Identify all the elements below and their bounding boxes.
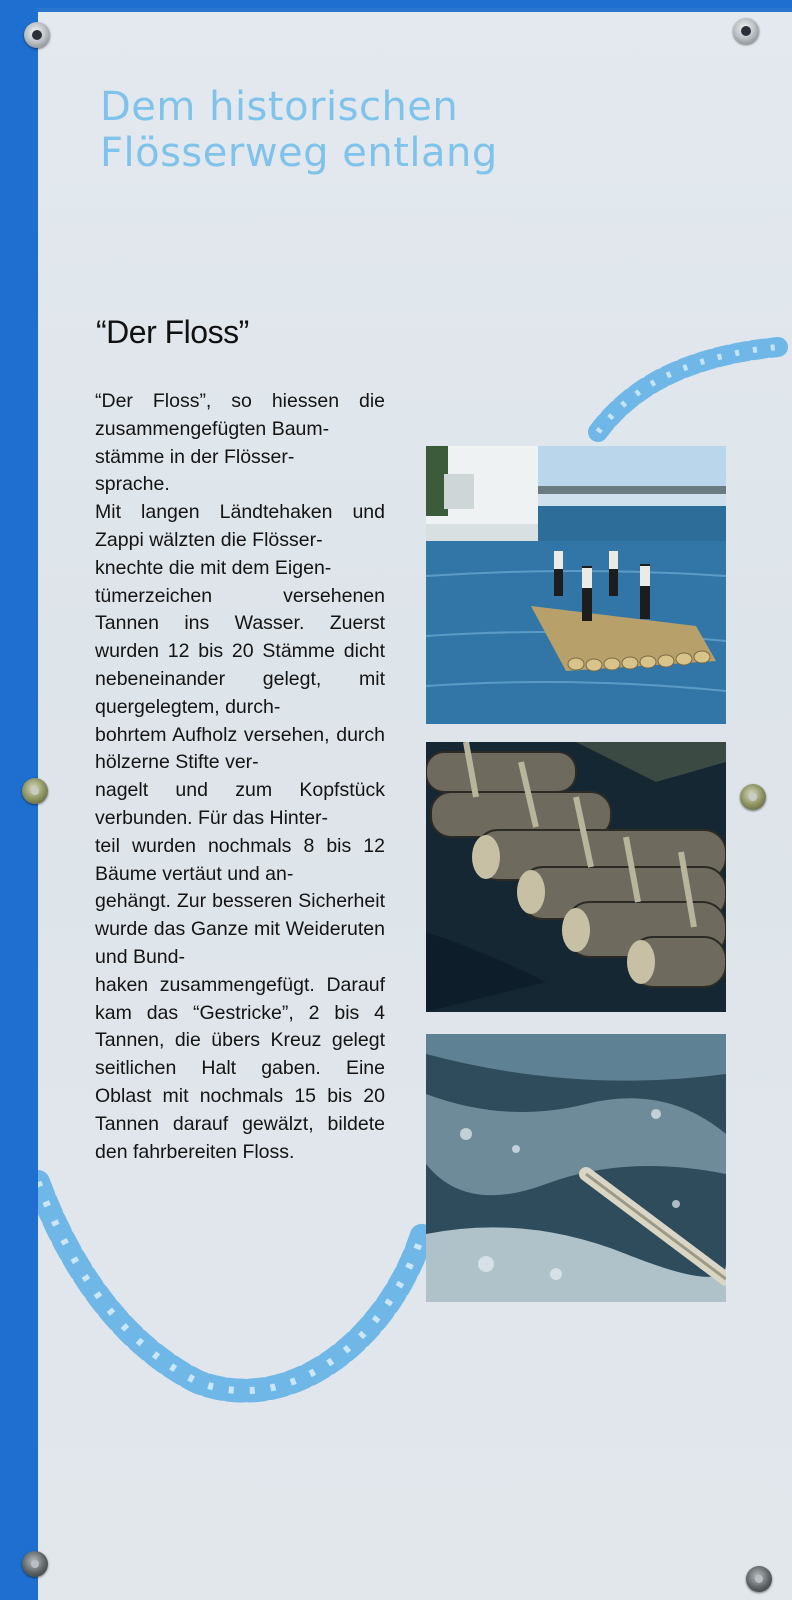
screw-icon (740, 784, 766, 810)
screw-icon (746, 1566, 772, 1592)
section-title: “Der Floss” (96, 314, 249, 350)
sign-panel (38, 8, 792, 1600)
photo-raft-on-river (426, 446, 726, 724)
photo-water-rapids (426, 1034, 726, 1302)
screw-icon (22, 1551, 48, 1577)
body-text: “Der Floss”, so hiessen die zusammengefügten Baum- stämme in der Flösser- sprache. Mit langen Ländtehaken und Zappi wälzten die Flösser- knechte die mit dem Eigen- tümerzeichen versehenen Tannen ins Wasser. Zuerst wurden 12 bis 20 Stämme dicht nebeneinander gelegt, mit quergelegtem, durch- bohrtem Aufholz versehen, durch hölzerne Stifte ver- nagelt und zum Kopfstück verbunden. Für das Hinter- teil wurden nochmals 8 bis 12 Bäume vertäut und an- gehängt. Zur besseren Sicherheit wurde das Ganze mit Weideruten und Bund- haken zusammengefügt. Darauf kam das “Gestricke”, 2 bis 4 Tannen, die übers Kreuz gelegt seitlichen Halt gaben. Eine Oblast mit nochmals 15 bis 20 Tannen darauf gewälzt, bildete den fahrbereiten Floss. (95, 390, 385, 1163)
photo-tied-logs (426, 742, 726, 1012)
screw-icon (24, 22, 50, 48)
screw-icon (22, 778, 48, 804)
sign-headline: Dem historischen Flösserweg entlang (100, 84, 498, 176)
screw-icon (733, 18, 759, 44)
